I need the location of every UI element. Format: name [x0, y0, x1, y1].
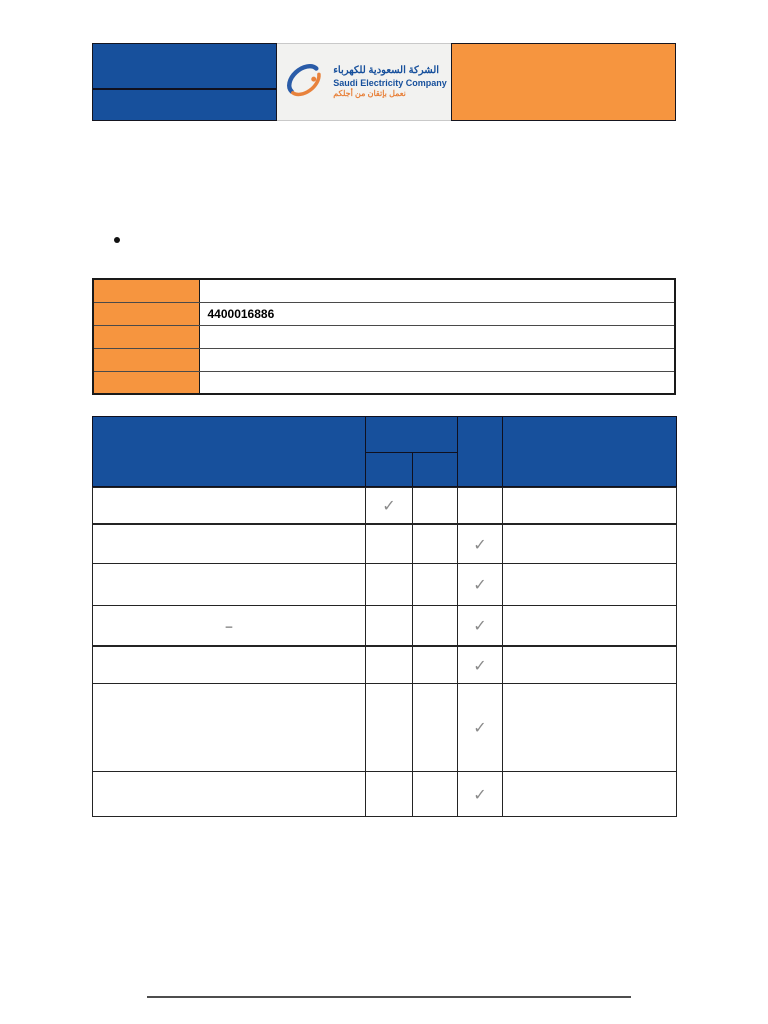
check-cell-empty [366, 525, 413, 564]
item-description-cell [93, 647, 366, 684]
order-number-value: 4400016886 [199, 302, 675, 325]
item-row [93, 772, 677, 817]
check-cell-empty [458, 488, 503, 524]
checkmark-cell: ✓ [458, 606, 503, 646]
footer-divider-line [147, 996, 631, 998]
checkmark-cell: ✓ [366, 488, 413, 524]
item-description-cell [93, 772, 366, 817]
header-orange-box [451, 43, 676, 121]
check-cell-empty [413, 772, 458, 817]
remarks-cell [503, 564, 677, 606]
item-description-cell [93, 564, 366, 606]
header-col-check [458, 417, 503, 487]
remarks-cell [503, 488, 677, 524]
item-row [93, 564, 677, 606]
header-blue-box-divider [93, 88, 276, 90]
header-blue-box [92, 43, 277, 121]
check-cell-empty [366, 772, 413, 817]
check-cell-empty [366, 564, 413, 606]
bullet-point [114, 237, 120, 243]
check-cell-empty [413, 684, 458, 772]
check-cell-empty [413, 488, 458, 524]
item-description-dash-cell: – [93, 606, 366, 646]
logo-title-arabic: الشركة السعودية للكهرباء [333, 65, 440, 77]
info-value-cell [199, 279, 675, 302]
remarks-cell [503, 684, 677, 772]
remarks-cell [503, 525, 677, 564]
info-label-cell [93, 325, 199, 348]
info-label-cell [93, 371, 199, 394]
item-row [93, 525, 677, 564]
check-cell-empty [413, 525, 458, 564]
checkmark-cell: ✓ [458, 684, 503, 772]
info-row [93, 348, 675, 371]
info-row [93, 302, 675, 325]
info-value-cell [199, 348, 675, 371]
item-description-cell [93, 684, 366, 772]
check-cell-empty [413, 606, 458, 646]
info-label-cell [93, 279, 199, 302]
info-table [92, 278, 676, 395]
item-row [93, 606, 677, 646]
info-row [93, 325, 675, 348]
info-value-cell [199, 325, 675, 348]
sec-logo-swirl-icon [281, 57, 327, 108]
header-col-description [93, 417, 366, 487]
check-cell-empty [413, 564, 458, 606]
item-description-cell [93, 488, 366, 524]
info-label-cell [93, 348, 199, 371]
checklist-table [92, 416, 677, 817]
info-value-cell [199, 371, 675, 394]
info-row [93, 371, 675, 394]
logo-text-block [333, 65, 447, 99]
remarks-cell [503, 772, 677, 817]
checkmark-cell: ✓ [458, 525, 503, 564]
info-row [93, 279, 675, 302]
item-row [93, 684, 677, 772]
remarks-cell [503, 647, 677, 684]
header-sub-col-1 [366, 453, 413, 487]
item-row [93, 488, 677, 524]
logo-tagline-arabic: نعمل بإتقان من أجلكم [333, 88, 406, 98]
info-label-cell [93, 302, 199, 325]
remarks-cell [503, 606, 677, 646]
header-band [92, 43, 676, 121]
header-col-group [366, 417, 458, 453]
header-col-remarks [503, 417, 677, 487]
checklist-header-row-1 [93, 417, 677, 453]
logo-title-english: Saudi Electricity Company [333, 77, 447, 88]
check-cell-empty [366, 606, 413, 646]
checkmark-cell: ✓ [458, 772, 503, 817]
checkmark-cell: ✓ [458, 647, 503, 684]
company-logo-box [277, 43, 451, 121]
item-row [93, 647, 677, 684]
check-cell-empty [366, 684, 413, 772]
check-cell-empty [366, 647, 413, 684]
item-description-cell [93, 525, 366, 564]
check-cell-empty [413, 647, 458, 684]
checkmark-cell: ✓ [458, 564, 503, 606]
header-sub-col-2 [413, 453, 458, 487]
